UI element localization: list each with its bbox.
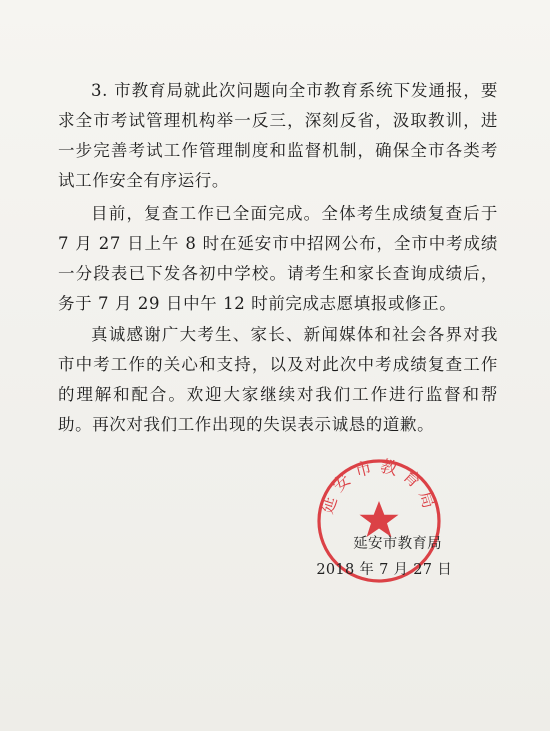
paragraph-review-status: 目前，复查工作已全面完成。全体考生成绩复查后于 7 月 27 日上午 8 时在延安市中招网公布，全市中考成绩一分段表已下发各初中学校。请考生和家长查询成绩后，务于 7 月 29 日中午 12 时前完成志愿填报或修正。 <box>58 204 498 313</box>
seal-text: 延安市教育局 <box>317 456 441 517</box>
signature-date: 2018 年 7 月 27 日 <box>316 562 452 578</box>
paragraph-thanks: 真诚感谢广大考生、家长、新闻媒体和社会各界对我市中考工作的关心和支持，以及对此次中考成绩复查工作的理解和配合。欢迎大家继续对我们工作进行监督和帮助。再次对我们工作出现的失误表示诚恳的道歉。 <box>58 325 498 434</box>
signature-organization: 延安市教育局 <box>353 536 442 552</box>
paragraph-notice: 3. 市教育局就此次问题向全市教育系统下发通报，要求全市考试管理机构举一反三，深刻反省，汲取教训，进一步完善考试工作管理制度和监督机制，确保全市各类考试工作安全有序运行。 <box>58 81 498 190</box>
